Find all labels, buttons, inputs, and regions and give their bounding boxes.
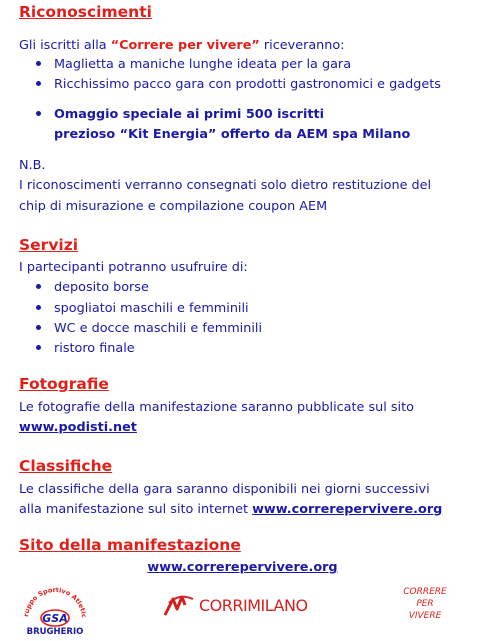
gsa-brugherio-logo [22, 583, 88, 637]
list-item-text: spogliatoi maschili e femminili [54, 301, 249, 316]
bullet-icon [36, 325, 41, 330]
runner-swoosh-icon [163, 593, 197, 619]
intro-open-quote: “ [110, 38, 120, 53]
bullet-icon [36, 61, 41, 66]
nb-label: N.B. [19, 158, 46, 173]
heading-riconoscimenti: Riconoscimenti [19, 3, 152, 21]
nb-line-2: chip di misurazione e compilazione coupon AEM [19, 199, 328, 214]
classifiche-site-link[interactable]: www.correrepervivere.org [252, 502, 443, 517]
list-item [36, 77, 441, 93]
gsa-town: BRUGHERIO [26, 627, 84, 637]
nb-line-1: I riconoscimenti verranno consegnati solo dietro restituzione del [19, 178, 432, 193]
special-line-2: prezioso “Kit Energia” offerto da AEM spa Milano [54, 127, 411, 142]
cpv-line-3: VIVERE [408, 611, 442, 621]
classifiche-line-2-text: alla manifestazione sul sito internet [19, 502, 253, 517]
list-item [36, 321, 262, 337]
intro-post: riceveranno: [259, 38, 345, 53]
classifiche-line-1: Le classifiche della gara saranno disponibili nei giorni successivi [19, 482, 430, 497]
corrimilano-wordmark: CORRIMILANO [199, 596, 308, 615]
list-item-text: deposito borse [54, 280, 149, 295]
intro-highlight: Correre per vivere [119, 38, 252, 53]
bullet-icon [36, 81, 41, 86]
bullet-icon [36, 305, 41, 310]
list-item-special [36, 107, 324, 123]
list-item-text: Ricchissimo pacco gara con prodotti gastronomici e gadgets [54, 77, 441, 92]
gsa-mark: GSA [42, 612, 68, 625]
intro-pre: Gli iscritti alla [19, 38, 111, 53]
bullet-icon [36, 284, 41, 289]
heading-sito: Sito della manifestazione [19, 536, 241, 554]
cpv-line-2: PER [416, 599, 434, 609]
bullet-icon [36, 111, 41, 116]
special-line-1: Omaggio speciale ai primi 500 iscritti [54, 107, 324, 122]
fotografie-text: Le fotografie della manifestazione saranno pubblicate sul sito [19, 400, 414, 415]
list-item-text: WC e docce maschili e femminili [54, 321, 262, 336]
intro-close-quote: ” [251, 38, 260, 53]
riconoscimenti-intro [19, 38, 345, 54]
list-item [36, 301, 249, 317]
bullet-icon [36, 345, 41, 350]
classifiche-line-2 [19, 502, 442, 518]
list-item [36, 280, 149, 296]
gsa-arc-text: ruppo Sportivo Atletic [22, 585, 88, 619]
servizi-intro: I partecipanti potranno usufruire di: [19, 260, 248, 275]
podisti-link[interactable]: www.podisti.net [19, 420, 137, 435]
correre-per-vivere-logo [400, 586, 450, 636]
heading-classifiche: Classifiche [19, 457, 113, 475]
event-site-link[interactable]: www.correrepervivere.org [147, 560, 338, 575]
corrimilano-logo [163, 593, 323, 619]
list-item [36, 57, 351, 73]
list-item-text: ristoro finale [54, 341, 135, 356]
list-item-text: Maglietta a maniche lunghe ideata per la gara [54, 57, 352, 72]
heading-fotografie: Fotografie [19, 375, 109, 393]
heading-servizi: Servizi [19, 236, 79, 254]
list-item [36, 341, 135, 357]
cpv-line-1: CORRERE [403, 587, 447, 597]
